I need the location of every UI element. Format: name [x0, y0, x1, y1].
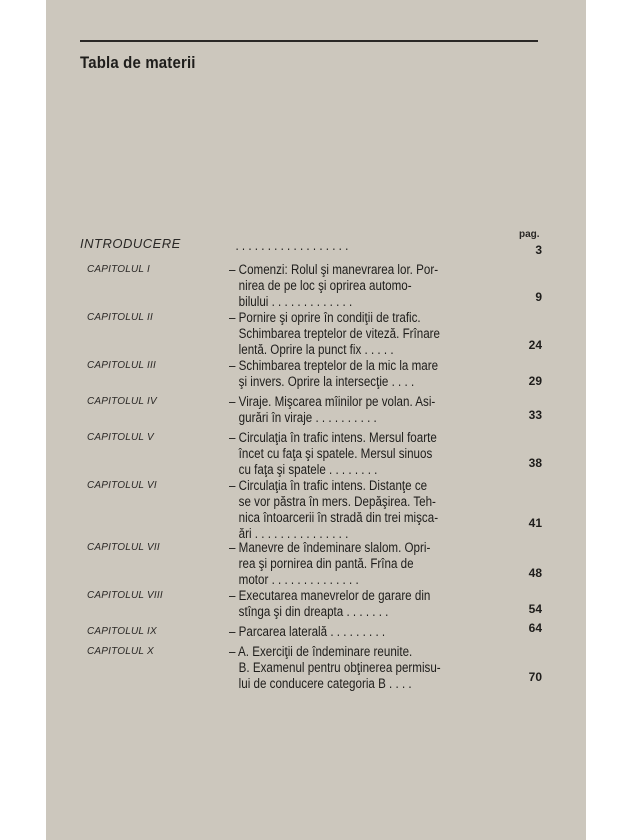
header-rule — [80, 40, 538, 42]
toc-entry-description — [229, 262, 502, 310]
toc-entry-line: nica întoarcerii în stradă din trei mişca- — [229, 510, 439, 525]
toc-entry-description — [229, 310, 502, 358]
toc-entry-page-number: 70 — [528, 670, 542, 684]
toc-entry-label: CAPITOLUL IV — [87, 396, 157, 407]
toc-entry-line: – A. Exerciţii de îndeminare reunite. — [229, 644, 413, 659]
toc-entry-label: CAPITOLUL VII — [87, 542, 160, 553]
toc-entry-line: bilului . . . . . . . . . . . . . — [229, 294, 353, 309]
toc-entry-line: se vor păstra în mers. Depăşirea. Teh- — [229, 494, 436, 509]
toc-entry-page-number: 38 — [528, 456, 542, 470]
toc-entry-line: – Parcarea laterală . . . . . . . . . — [229, 624, 386, 639]
toc-entry-description — [229, 394, 502, 426]
toc-entry-description — [229, 540, 502, 588]
toc-entry-description — [229, 478, 502, 542]
toc-entry-line: şi invers. Oprire la intersecţie . . . . — [229, 374, 415, 389]
toc-entry-page-number: 29 — [528, 374, 542, 388]
toc-entry-label: CAPITOLUL III — [87, 360, 156, 371]
toc-entry-line: cu faţa şi spatele . . . . . . . . — [229, 462, 378, 477]
toc-entry-line: nirea de pe loc şi oprirea automo- — [229, 278, 412, 293]
toc-entry-page-number: 24 — [528, 338, 542, 352]
toc-entry-line: – Schimbarea treptelor de la mic la mare — [229, 358, 439, 373]
toc-entry-description — [229, 644, 502, 692]
toc-entry-description — [229, 624, 502, 640]
toc-entry-line: – Viraje. Mişcarea mîinilor pe volan. Asi- — [229, 394, 436, 409]
toc-entry-description — [229, 588, 502, 620]
toc-entry-page-number: 64 — [528, 621, 542, 635]
toc-entry-label: INTRODUCERE — [80, 236, 181, 251]
toc-entry-label: CAPITOLUL VIII — [87, 590, 163, 601]
toc-entry-page-number: 9 — [535, 290, 542, 304]
toc-entry-label: CAPITOLUL IX — [87, 626, 157, 637]
toc-entry-page-number: 3 — [535, 243, 542, 257]
toc-entry-page-number: 33 — [528, 408, 542, 422]
toc-entry-label: CAPITOLUL VI — [87, 480, 157, 491]
toc-entry-line: gurări în viraje . . . . . . . . . . — [229, 410, 377, 425]
toc-entry-line: – Pornire şi oprire în condiţii de trafic. — [229, 310, 421, 325]
toc-entry-line: lui de conducere categoria B . . . . — [229, 676, 412, 691]
page-title: Tabla de materii — [80, 53, 196, 72]
toc-entry-description — [229, 238, 502, 254]
toc-entry-line: – Circulaţia în trafic intens. Distanţe ce — [229, 478, 428, 493]
toc-entry-line: ări . . . . . . . . . . . . . . . — [229, 526, 349, 541]
toc-entry-label: CAPITOLUL II — [87, 312, 153, 323]
toc-entry-line: – Executarea manevrelor de garare din — [229, 588, 431, 603]
toc-entry-description — [229, 430, 502, 478]
toc-entry-line: rea şi pornirea din pantă. Frîna de — [229, 556, 414, 571]
toc-entry-line: – Comenzi: Rolul şi manevrarea lor. Por- — [229, 262, 439, 277]
toc-entry-description — [229, 358, 502, 390]
toc-entry-line: Schimbarea treptelor de viteză. Frînare — [229, 326, 441, 341]
toc-entry-line: lentă. Oprire la punct fix . . . . . — [229, 342, 394, 357]
toc-entry-line: motor . . . . . . . . . . . . . . — [229, 572, 359, 587]
toc-entry-page-number: 54 — [528, 602, 542, 616]
page-column-label: pag. — [519, 229, 540, 240]
toc-entry-label: CAPITOLUL X — [87, 646, 154, 657]
toc-entry-line: – Circulaţia în trafic intens. Mersul foarte — [229, 430, 437, 445]
toc-entry-label: CAPITOLUL I — [87, 264, 150, 275]
toc-entry-label: CAPITOLUL V — [87, 432, 154, 443]
toc-entry-line: – Manevre de îndeminare slalom. Opri- — [229, 540, 431, 555]
toc-entry-line: . . . . . . . . . . . . . . . . . . — [229, 238, 349, 253]
toc-entry-line: încet cu faţa şi spatele. Mersul sinuos — [229, 446, 433, 461]
toc-entry-page-number: 48 — [528, 566, 542, 580]
toc-entry-page-number: 41 — [528, 516, 542, 530]
toc-entry-line: B. Examenul pentru obţinerea permisu- — [229, 660, 441, 675]
toc-entry-line: stînga şi din dreapta . . . . . . . — [229, 604, 389, 619]
